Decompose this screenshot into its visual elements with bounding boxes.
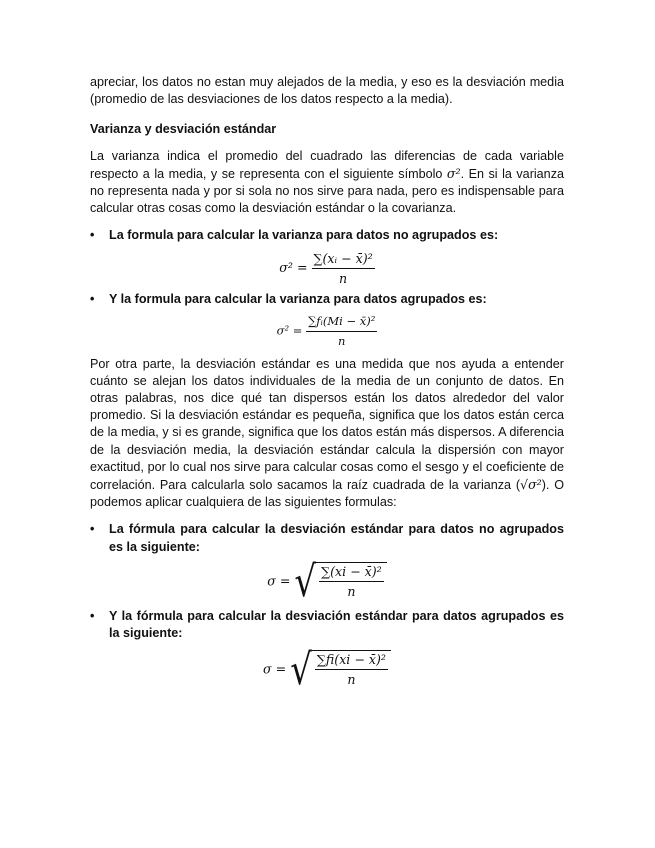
bullet-item [90,521,564,555]
document-page [90,74,565,696]
formula-fraction [319,563,384,600]
bullet-text: Y la fórmula para calcular la desviación estándar para datos agrupados es la siguiente: [109,608,564,641]
bullet-text: La fórmula para calcular la desviación estándar para datos no agrupados es la siguiente: [109,522,564,554]
radical-body [312,650,391,690]
bullet-item [90,291,564,308]
sqrt-sigma-symbol: √σ² [520,477,542,493]
bullet-item [90,227,564,244]
formula-sqrt [294,556,386,607]
formula-denominator: n [339,270,348,286]
formula-denominator: n [347,672,356,688]
section-heading: Varianza y desviación estándar [90,122,277,137]
std-text-end: ). O podemos aplicar cualquiera de las siguientes formulas: [90,478,565,510]
bullet-icon: • [90,228,95,243]
formula-std-ungrouped [90,556,564,607]
radical-body [316,562,387,602]
sigma-squared-symbol: σ² [446,165,461,181]
formula-variance-ungrouped [90,250,564,287]
formula-std-grouped [90,645,564,696]
formula-numerator: ∑(xi − x̄)² [319,563,384,582]
formula-lhs: σ = [267,573,291,589]
formula-lhs: σ = [263,661,287,677]
variance-text-1: La varianza indica el promedio del cuadrado las diferencias de cada variable respecto a la media, y se representa con el siguiente símbolo [90,148,564,181]
formula-denominator: n [337,334,346,349]
bullet-icon: • [90,522,95,537]
formula-numerator: ∑fi(xi − x̄)² [315,651,388,670]
radical-sign: √ [290,645,312,696]
std-text: Por otra parte, la desviación estándar es una medida que nos ayuda a entender cuánto se alejan los datos individuales de la media de un conjunto de datos. En otras palabras, nos dice qué tan dispersos están los datos alrededor del valor promedio. Si la desviación estándar es pequeña, significa que los datos están cerca de la media, y si es grande, significa que los datos están más dispersos. A diferencia de la desviación media, la desviación estándar calcula la dispersión con mayor exactitud, por lo cual nos sirve para calcular cosas como el sesgo y el coeficiente de correlación. Para calcularla solo sacamos la raíz cuadrada de la varianza ( [90,356,564,493]
radical-sign: √ [294,556,317,607]
bullet-text: Y la formula para calcular la varianza para datos agrupados es: [109,292,487,307]
intro-paragraph: apreciar, los datos no estan muy alejados de la media, y eso es la desviación media (promedio de las desviaciones de los datos respecto a la media). [90,75,564,107]
formula-numerator: ∑fᵢ(Mi − x̄)² [306,313,377,332]
formula-numerator: ∑(xᵢ − x̄)² [312,250,375,269]
formula-fraction [315,651,388,688]
formula-lhs: σ² = [276,323,303,338]
bullet-icon: • [90,292,95,307]
std-paragraph [90,356,564,512]
formula-sqrt [290,645,391,696]
formula-fraction [306,313,377,350]
variance-text-2: . En si la varianza no representa nada y por si sola no nos sirve para nada, pero es indispensable para calcular otras cosas como la desviación estándar o la covarianza. [90,166,564,216]
bullet-item [90,608,564,642]
bullet-icon: • [90,608,95,623]
formula-variance-grouped [90,313,564,350]
formula-denominator: n [347,584,356,600]
bullet-text: La formula para calcular la varianza para datos no agrupados es: [109,228,499,243]
formula-fraction [312,250,375,287]
formula-lhs: σ² = [279,259,308,275]
variance-paragraph [90,148,564,218]
